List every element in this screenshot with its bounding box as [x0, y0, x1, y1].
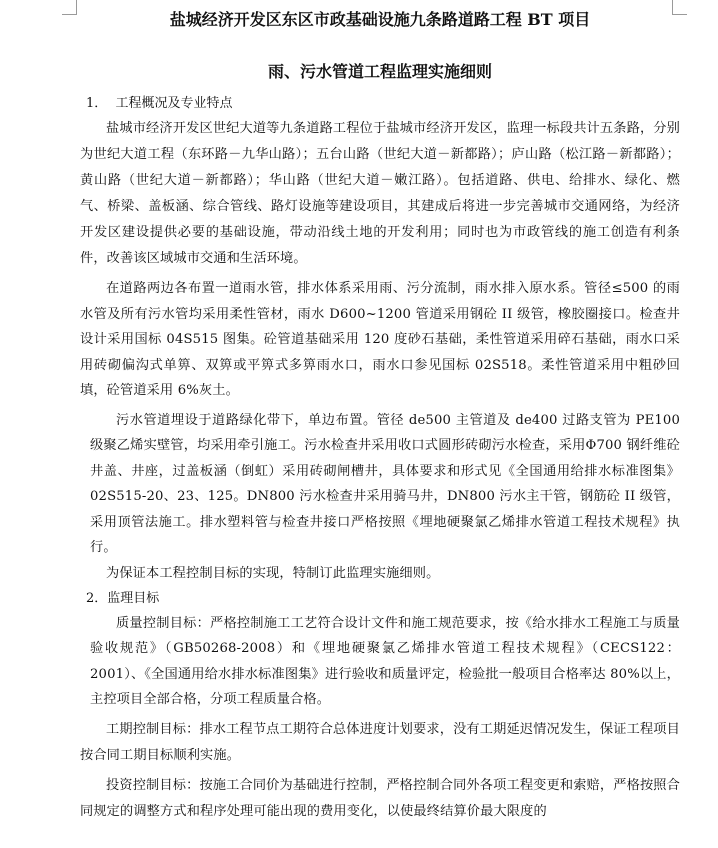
- document-subtitle: 雨、污水管道工程监理实施细则: [267, 62, 492, 81]
- page-corner-mark-left: [62, 0, 77, 15]
- paragraph: 在道路两边各布置一道雨水管，排水体系采用雨、污分流制，雨水排入原水系。管径≤500 的雨水管及所有污水管均采用柔性管材，雨水 D600~1200 管道采用钢砼 II 级管，橡胶圈接口。检查井设计采用国标 04S515 图集。砼管道基础采用 120 度砂石基础，柔性管道采用碎石基础，雨水口采用砖砌偏沟式单箅、双箅或平箅式多箅雨水口，雨水口参见国标 02S518。柔性管道采用中粗砂回填，砼管道采用 6%灰土。: [80, 281, 680, 398]
- section-1-heading: 1． 工程概况及专业特点: [86, 96, 233, 111]
- document-title: 盐城经济开发区东区市政基础设施九条路道路工程 BT 项目: [169, 10, 591, 29]
- paragraph: 为保证本工程控制目标的实现，特制订此监理实施细则。: [106, 565, 440, 581]
- paragraph: 污水管道埋设于道路绿化带下，单边布置。管径 de500 主管道及 de400 过路支管为 PE100 级聚乙烯实壁管，均采用牵引施工。污水检查井采用收口式圆形砖砌污水检查，采用Φ700 钢纤维砼井盖、井座，过盖板涵（倒虹）采用砖砌闸槽井，具体要求和形式见《全国通用给排水标准图集》02S515-20、23、125。DN800 污水检查井采用骑马井，DN800 污水主干管，钢筋砼 II 级管，采用顶管法施工。排水塑料管与检查井接口严格按照《埋地硬聚氯乙烯排水管道工程技术规程》执行。: [90, 412, 680, 555]
- paragraph: 盐城市经济开发区世纪大道等九条道路工程位于盐城市经济开发区，监理一标段共计五条路，分别为世纪大道工程（东环路－九华山路）；五台山路（世纪大道－新都路）；庐山路（松江路－新都路）；黄山路（世纪大道－新都路）；华山路（世纪大道－嫩江路）。包括道路、供电、给排水、绿化、燃气、桥梁、盖板涵、综合管线、路灯设施等建设项目，其建成后将进一步完善城市交通网络，为经济开发区建设提供必要的基础设施，带动沿线土地的开发利用；同时也为市政管线的施工创造有利条件，改善该区域城市交通和生活环境。: [80, 121, 680, 266]
- paragraph: 质量控制目标：严格控制施工工艺符合设计文件和施工规范要求，按《给水排水工程施工与质量验收规范》（GB50268-2008）和《埋地硬聚氯乙烯排水管道工程技术规程》（CECS122：2001）、《全国通用给水排水标准图集》进行验收和质量评定，检验批一般项目合格率达 80%以上，主控项目全部合格，分项工程质量合格。: [90, 615, 680, 707]
- section-2-heading: 2．监理目标: [86, 590, 160, 606]
- paragraph: 投资控制目标：按施工合同价为基础进行控制，严格控制合同外各项工程变更和索赔，严格按照合同规定的调整方式和程序处理可能出现的费用变化，以使最终结算价最大限度的: [80, 777, 680, 819]
- paragraph: 工期控制目标：排水工程节点工期符合总体进度计划要求，没有工期延迟情况发生，保证工程项目按合同工期目标顺利实施。: [80, 721, 680, 763]
- document-page: [80, 8, 680, 825]
